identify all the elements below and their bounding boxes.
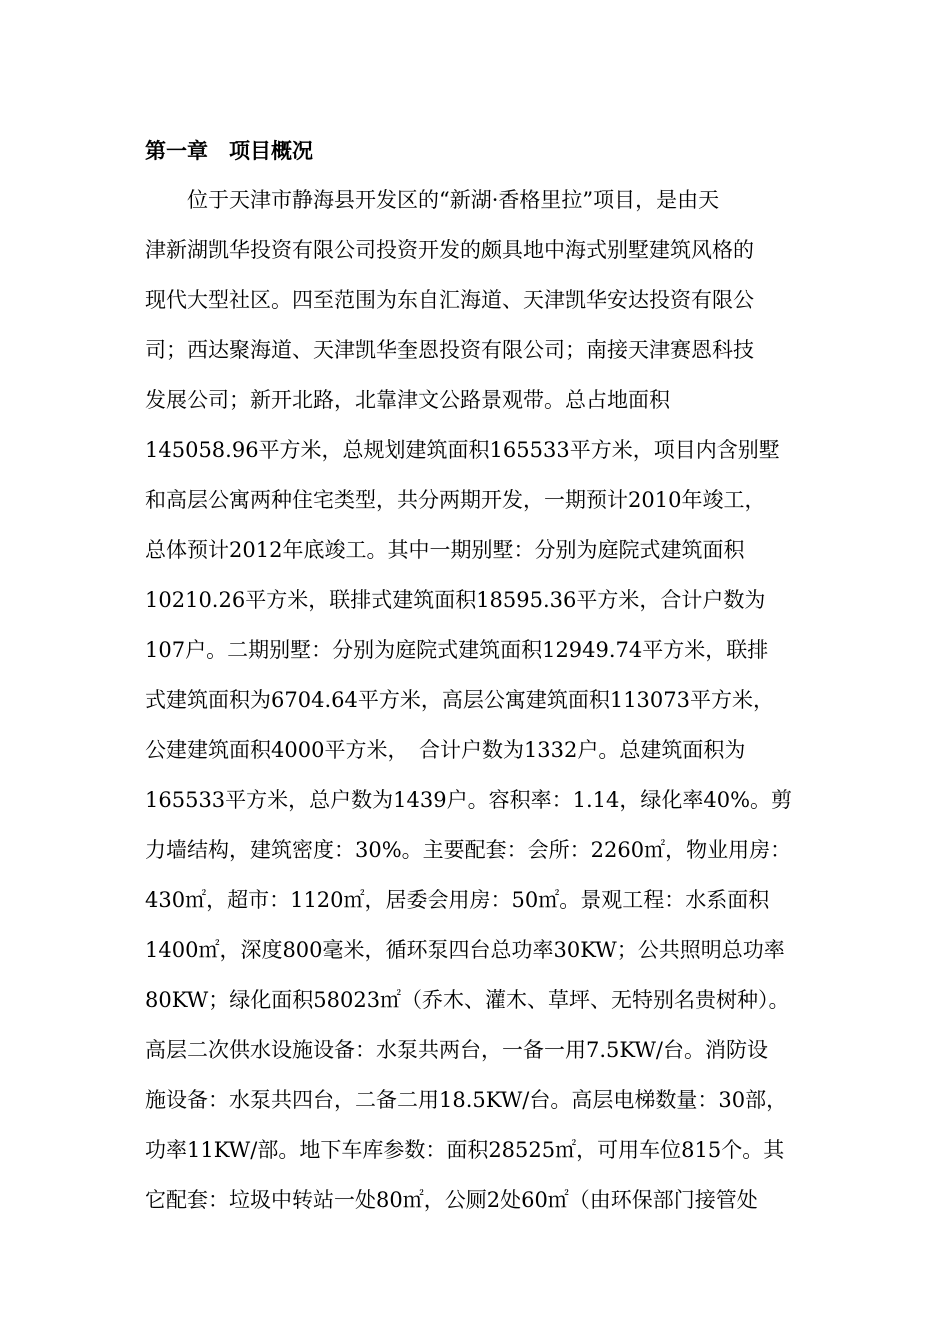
paragraph-line: 107户。二期别墅：分别为庭院式建筑面积12949.74平方米，联排 (145, 638, 769, 662)
paragraph-line: 式建筑面积为6704.64平方米，高层公寓建筑面积113073平方米， (145, 688, 775, 712)
paragraph-line: 10210.26平方米，联排式建筑面积18595.36平方米，合计户数为 (145, 588, 766, 612)
paragraph-line: 功率11KW/部。地下车库参数：面积28525㎡，可用车位815个。其 (145, 1138, 785, 1162)
paragraph-line: 80KW；绿化面积58023㎡（乔木、灌木、草坪、无特别名贵树种）。 (145, 988, 790, 1012)
paragraph-line: 位于天津市静海县开发区的“新湖·香格里拉”项目，是由天 (145, 188, 720, 212)
paragraph-line: 总体预计2012年底竣工。其中一期别墅：分别为庭院式建筑面积 (145, 538, 745, 562)
paragraph-line: 津新湖凯华投资有限公司投资开发的颇具地中海式别墅建筑风格的 (145, 238, 754, 262)
paragraph-line: 高层二次供水设施设备：水泵共两台，一备一用7.5KW/台。消防设 (145, 1038, 768, 1062)
paragraph-line: 430㎡，超市：1120㎡，居委会用房：50㎡。景观工程：水系面积 (145, 888, 770, 912)
paragraph-line: 司；西达聚海道、天津凯华奎恩投资有限公司；南接天津赛恩科技 (145, 338, 754, 362)
paragraph-line: 145058.96平方米，总规划建筑面积165533平方米，项目内含别墅 (145, 438, 780, 462)
paragraph-line: 现代大型社区。四至范围为东自汇海道、天津凯华安达投资有限公 (145, 288, 754, 312)
paragraph-line: 1400㎡，深度800毫米，循环泵四台总功率30KW；公共照明总功率 (145, 938, 785, 962)
paragraph-line: 发展公司；新开北路，北靠津文公路景观带。总占地面积 (145, 388, 670, 412)
paragraph-line: 公建建筑面积4000平方米， 合计户数为1332户。总建筑面积为 (145, 738, 746, 762)
paragraph-line: 施设备：水泵共四台，二备二用18.5KW/台。高层电梯数量：30部， (145, 1088, 788, 1112)
chapter-title: 第一章 项目概况 (145, 138, 313, 163)
paragraph-line: 力墙结构，建筑密度：30%。主要配套：会所：2260㎡，物业用房： (145, 838, 792, 862)
paragraph-line: 它配套：垃圾中转站一处80㎡，公厕2处60㎡（由环保部门接管处 (145, 1188, 758, 1212)
paragraph-line: 165533平方米，总户数为1439户。容积率：1.14，绿化率40%。剪 (145, 788, 793, 812)
paragraph-line: 和高层公寓两种住宅类型，共分两期开发，一期预计2010年竣工， (145, 488, 766, 512)
